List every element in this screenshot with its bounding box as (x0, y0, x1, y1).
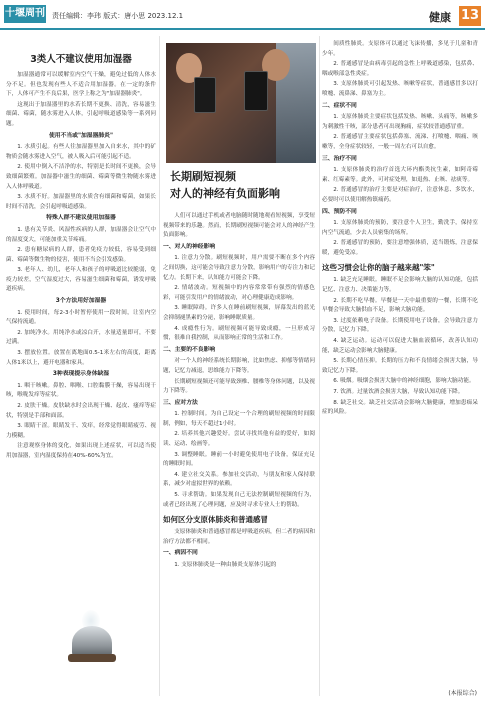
paragraph: 3. 摆放位置。放置在离地面0.5-1米左右的高度，距离人体1米以上，避开电器和家具。 (6, 350, 156, 366)
paragraph: 6. 吸烟。吸烟会损害大脑中的神经细胞，影响大脑功能。 (333, 378, 475, 385)
subheading: 一、病因不同 (163, 550, 198, 557)
subheading: 四、预防不同 (322, 208, 357, 215)
paragraph: 加湿器通常可以缓解室内空气干燥，避免过低的人体水分不足。但也发现有些人不适合用加湿器。在一定的条件下，人体可产生不良后果，医学上称之为"加湿器肺炎"。 (6, 72, 156, 98)
paragraph: 1. 水质引起。有些人往加湿器里加入自来水，其中的矿物质会随水雾进入空气，被人吸入后可能引起不适。 (6, 144, 156, 160)
subheading: 3种表现提示身体缺湿 (52, 371, 110, 378)
article-title: 3类人不建议使用加湿器 (30, 54, 132, 65)
paragraph: 5. 长期心情压抑。长期的压力和不良情绪会损害大脑，导致记忆力下降。 (322, 358, 478, 374)
paragraph: 3. 眼睛干涩。眼睛发干、发痒，经常觉得眼睛疲劳、视力模糊。 (6, 423, 156, 439)
subheading: 3个方法用好加湿器 (55, 298, 107, 305)
column-divider (159, 36, 160, 696)
paragraph: 7. 饮酒。过量饮酒会损害大脑，导致认知功能下降。 (333, 389, 464, 395)
paragraph: 4. 缺乏运动。运动可以促进大脑血液循环，改善认知功能，缺乏运动会影响大脑健康。 (322, 338, 478, 354)
article-mycoplasma-continued (322, 40, 478, 419)
humidifier-base (68, 654, 116, 662)
paragraph: 1. 缺乏充足睡眠。睡眠不足会影响大脑的认知功能，包括记忆、注意力、决策能力等。 (322, 277, 478, 294)
article-title-block (170, 168, 320, 202)
paragraph: 1. 支原体肺炎的预防，要注意个人卫生，勤洗手，保持室内空气流通，少去人员密集的场所。 (322, 220, 478, 236)
paragraph: 1. 注意力分散。刷短视频时，用户需要不断在多个内容之间切换，这可能会导致注意力分散，影响用户的专注力和记忆力。长期下来，认知能力可能会下降。 (163, 255, 315, 281)
paragraph: 2. 普通感冒主要症状包括鼻塞、流涕、打喷嚏、咽痛、咳嗽等，全身症状较轻，一般一周左右可以自愈。 (322, 134, 478, 150)
paragraph: 人们可以通过手机或者电脑随时随地观看短视频，享受短视频带来的乐趣。然而，长期刷短视频可能会对人的神经产生负面影响。 (163, 213, 315, 239)
paragraph: 1. 支原体肺炎的治疗首选大环内酯类抗生素，如阿奇霉素、红霉素等。此外，可对症处理，如退热、止咳、祛痰等。 (322, 167, 478, 183)
article-short-video (163, 212, 315, 572)
paragraph: 2. 加纯净水。用纯净水或凉白开，水量适量即可，不要过满。 (6, 329, 156, 346)
editor-credits: 责任编辑：李玮 版式：唐小思 2023.12.1 (52, 12, 184, 20)
article-humidifier (6, 53, 156, 463)
paragraph: 4. 成瘾性行为。刷短视频可能导致成瘾，一旦形成习惯，很难自我控制，从而影响正常的生活和工作。 (163, 325, 315, 342)
phone-image (194, 77, 216, 113)
paragraph: 8. 缺乏社交。缺乏社交活动会影响大脑健康，增加患痴呆症的风险。 (322, 399, 478, 416)
column-divider (319, 36, 320, 696)
paragraph: 3. 老年人、幼儿，老年人和孩子的呼吸道比较脆弱，免疫力较差，空气湿度过大，容易滋生细菌和霉菌，诱发呼吸道疾病。 (6, 267, 156, 293)
paragraph: 5. 寻求帮助。如果发现自己无法控制刷短视频的行为，或者已经出现了心理问题，应及时寻求专业人士的帮助。 (163, 492, 315, 508)
paragraph: 这现出于加湿器里的水若长期不更换、清洗，容易滋生细菌、霉菌，随水雾进入人体，引起呼吸道感染等一系列问题。 (6, 101, 156, 127)
paragraph: 1. 使用时间，每2-3小时暂停使用一段时间，让室内空气保持流通。 (6, 309, 156, 326)
short-video-photo (166, 43, 316, 163)
paragraph: 3. 水质不好。加湿器里的水质含有细菌和霉菌，如果长时间不清洗，会引起呼吸道感染。 (6, 194, 156, 210)
article-title-line: 对人的神经有负面影响 (170, 187, 280, 200)
phone-image (244, 71, 268, 111)
paragraph: 长期刷短视频还可能导致颈椎、腰椎等身体问题，以及视力下降等。 (163, 378, 315, 395)
paragraph: 3. 过度依赖电子设备。长期使用电子设备，会导致注意力分散，记忆力下降。 (322, 317, 478, 334)
paragraph: 2. 皮肤干燥。皮肤缺水时会出现干燥、起皮、瘙痒等症状，特别是手部和面部。 (6, 403, 156, 419)
paragraph: 2. 情绪波动。短视频中的内容常常带有强烈的情感色彩，可能引发用户的情绪波动，对心理健康造成影响。 (163, 285, 315, 301)
publication-logo: 十堰周刊 (4, 5, 46, 23)
subheading: 特殊人群不建议使用加湿器 (46, 215, 116, 222)
article-title: 如何区分支原体肺炎和普通感冒 (163, 515, 268, 525)
paragraph: 2. 患有糖尿病的人群，患者免疫力较低，容易受到细菌、霉菌等微生物的侵害，使用不当会引发感染。 (6, 247, 156, 263)
subheading: 二、症状不同 (322, 102, 357, 109)
subheading: 三、治疗不同 (322, 155, 357, 162)
subheading: 三、应对方法 (163, 399, 198, 406)
paragraph: 1. 支原体肺炎主要症状包括发热、咳嗽、头痛等，咳嗽多为刺激性干咳，部分患者可出现胸痛，症状较普通感冒重。 (322, 114, 478, 130)
article-title-line: 长期刷短视频 (170, 170, 236, 183)
paragraph: 支原体肺炎和普通感冒都是呼吸道疾病，但二者的病因和治疗方法都不相同。 (163, 529, 315, 545)
paragraph: 3. 调整睡眠。睡前一小时避免使用电子设备，保证充足的睡眠时间。 (163, 451, 315, 468)
paragraph: 4. 建立社交关系。参加社交活动，与朋友和家人保持联系，减少对虚拟世界的依赖。 (163, 471, 315, 488)
paragraph: 2. 普通感冒是由病毒引起的急性上呼吸道感染，包括鼻、咽或喉部急性炎症。 (322, 61, 478, 77)
subheading: 一、对人的神经影响 (163, 243, 216, 250)
paragraph: 1. 支原体肺炎是一种由肺炎支原体引起的 (174, 562, 277, 568)
subheading: 二、主要的不良影响 (163, 346, 216, 353)
paragraph: 1. 控制时间。为自己设定一个合理的刷短视频的时间限制，例如，每天不超过1小时。 (163, 411, 315, 427)
article-title: 这些习惯会让你的脑子越来越"笨" (322, 263, 435, 273)
paragraph: 2. 使用中倒入不洁净的水，特别是长时间不更换，会导致细菌繁殖。加湿器中滋生的细菌、霉菌等微生物随水雾进入人体呼吸道。 (6, 164, 156, 190)
paragraph: 1. 患有关节炎、风湿性疾病的人群，加湿器会让空气中的湿度变大，可能加重关节疼痛。 (6, 226, 156, 243)
subheading: 使用不当或"加湿器肺炎" (48, 132, 113, 139)
paragraph: 2. 普通感冒的预防，要注意增强体质，适当锻炼，注意保暖，避免受凉。 (322, 240, 478, 256)
paragraph: 2. 长期不吃早餐。早餐是一天中最重要的一餐，长期不吃早餐会导致大脑供血不足，影响大脑功能。 (322, 297, 478, 314)
paragraph: 1. 咽干咳嗽。鼻腔、咽喉、口腔黏膜干燥，容易出现干咳，喉咙发痒等症状。 (6, 382, 156, 399)
section-title: 健康 (429, 11, 451, 24)
source-note: (本报综合) (448, 690, 477, 697)
paragraph: 3. 睡眠障碍。许多人在睡前刷短视频，屏幕发出的蓝光会抑制褪黑素的分泌，影响睡眠质量。 (163, 305, 315, 321)
paragraph: 对一个人的神经系统长期影响，比如焦虑、抑郁等情绪问题，记忆力减退，思维能力下降等。 (163, 358, 315, 374)
paragraph: 2. 培养其他兴趣爱好。尝试寻找其他有益的爱好，如阅读、运动、绘画等。 (163, 431, 315, 448)
paragraph: 3. 支原体肺炎可引起发热、咳嗽等症状，普通感冒多以打喷嚏、流鼻涕、鼻塞为主。 (322, 81, 478, 97)
paragraph: 2. 普通感冒的治疗主要是对症治疗，注意休息、多饮水，必要时可以使用解热镇痛药。 (322, 187, 478, 203)
page-header (0, 0, 485, 30)
humidifier-image (60, 610, 124, 662)
page-number: 13 (459, 6, 481, 26)
paragraph: 注意观察身体的变化，如果出现上述症状，可以适当使用加湿器，室内湿度保持在40%-60%为宜。 (6, 443, 156, 459)
paragraph: 间质性肺炎。支原体可以通过飞沫传播，多见于儿童和青少年。 (322, 41, 478, 57)
